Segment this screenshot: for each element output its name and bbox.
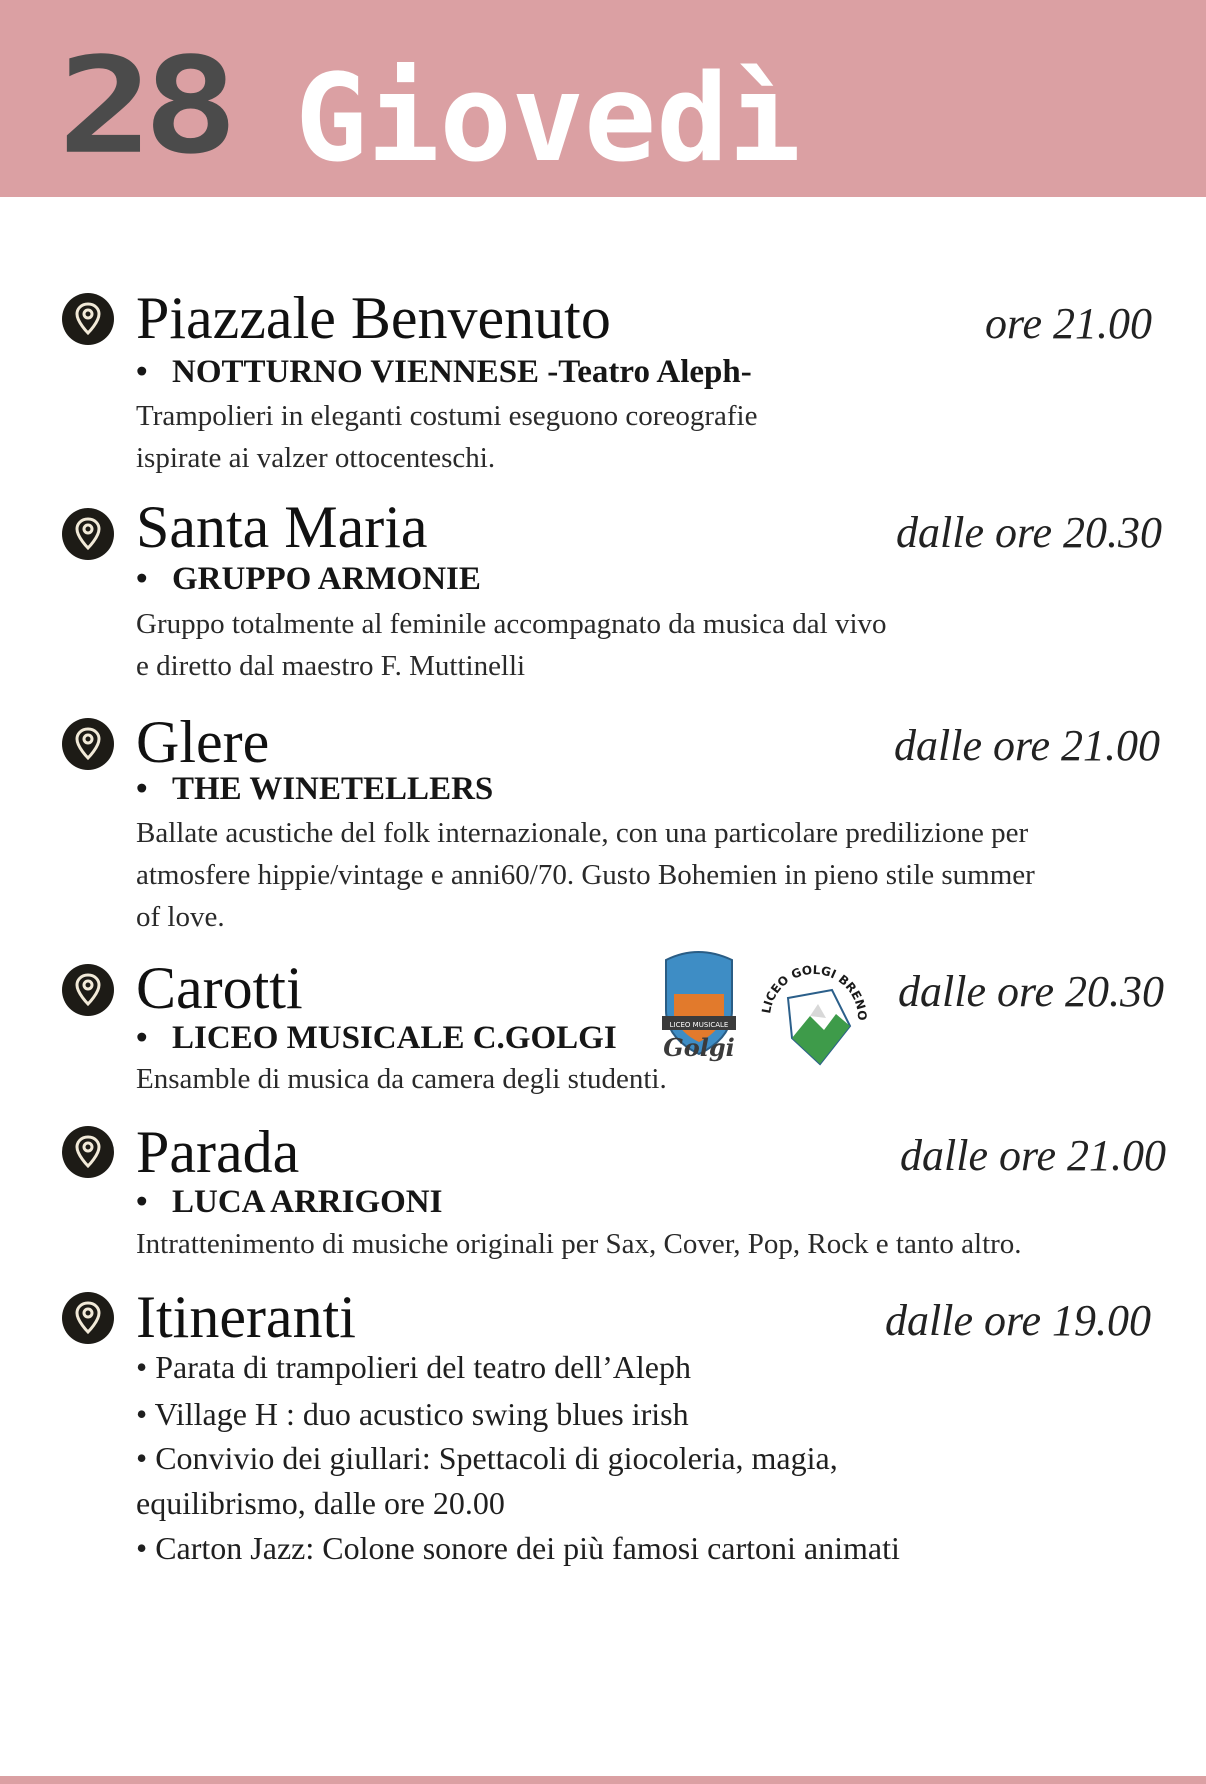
list-item: equilibrismo, dalle ore 20.00 [136,1485,505,1521]
location-pin-icon [61,963,115,1017]
venue-name: Piazzale Benvenuto [136,285,611,351]
event-time: ore 21.00 [984,299,1152,348]
event-time: dalle ore 21.00 [894,721,1160,770]
bullet: • [136,561,148,597]
event-time: dalle ore 20.30 [896,508,1162,557]
shield-banner-text: LICEO MUSICALE [669,1021,729,1029]
performer-label: NOTTURNO VIENNESE -Teatro Aleph- [172,354,752,390]
event-description [136,1223,1022,1265]
round-logo-text: LICEO GOLGI BRENO [759,962,870,1021]
footer-line [0,1776,1206,1784]
list-item: • Convivio dei giullari: Spettacoli di giocoleria, magia, [136,1440,838,1476]
description-line: e diretto dal maestro F. Muttinelli [136,650,526,682]
day-number: 28 [58,29,229,184]
day-name: Giovedì [295,50,801,189]
liceo-musicale-shield-logo [662,952,736,1062]
location-pin-icon [61,1291,115,1345]
school-logos [660,946,870,1071]
event-time: dalle ore 21.00 [900,1131,1166,1180]
description-line: ispirate ai valzer ottocenteschi. [136,442,496,474]
description-line: Intrattenimento di musiche originali per Sax, Cover, Pop, Rock e tanto altro. [136,1228,1022,1260]
header-banner [0,0,1206,197]
description-line: Trampolieri in eleganti costumi eseguono coreografie [136,400,758,432]
venue-name: Santa Maria [136,494,428,560]
location-pin-icon [61,507,115,561]
description-line: atmosfere hippie/vintage e anni60/70. Gusto Bohemien in pieno stile summer [136,859,1035,891]
performer-name [136,563,481,596]
liceo-golgi-breno-logo [759,963,869,1064]
event-description [136,1058,667,1100]
venue-name: Carotti [136,955,303,1021]
bullet: • [136,1020,148,1056]
location-pin-icon [61,292,115,346]
venue-name: Parada [136,1119,300,1185]
event-description [136,603,887,687]
performer-name [136,773,493,806]
performer-label: LUCA ARRIGONI [172,1184,443,1220]
performer-label: GRUPPO ARMONIE [172,561,481,597]
event-time: dalle ore 20.30 [898,967,1164,1016]
performer-name [136,1186,442,1219]
description-line: Ensamble di musica da camera degli studenti. [136,1063,667,1095]
bullet: • [136,771,148,807]
list-item: • Parata di trampolieri del teatro dell’Aleph [136,1349,691,1385]
performer-label: THE WINETELLERS [172,771,494,807]
event-description [136,395,757,479]
performer-label: LICEO MUSICALE C.GOLGI [172,1020,617,1056]
description-line: of love. [136,901,225,933]
description-line: Gruppo totalmente al feminile accompagnato da musica dal vivo [136,608,887,640]
venue-name: Glere [136,709,270,775]
location-pin-icon [61,717,115,771]
list-item: • Carton Jazz: Colone sonore dei più famosi cartoni animati [136,1530,900,1566]
event-description [136,812,1035,938]
bullet: • [136,354,148,390]
description-line: Ballate acustiche del folk internazionale, con una particolare predilizione per [136,817,1029,849]
event-time: dalle ore 19.00 [885,1296,1151,1345]
performer-name [136,1022,617,1055]
performer-name [136,356,752,389]
list-item: • Village H : duo acustico swing blues irish [136,1396,689,1432]
location-pin-icon [61,1125,115,1179]
shield-name-text: Golgi [663,1033,735,1062]
bullet: • [136,1184,148,1220]
venue-name: Itineranti [136,1284,356,1350]
